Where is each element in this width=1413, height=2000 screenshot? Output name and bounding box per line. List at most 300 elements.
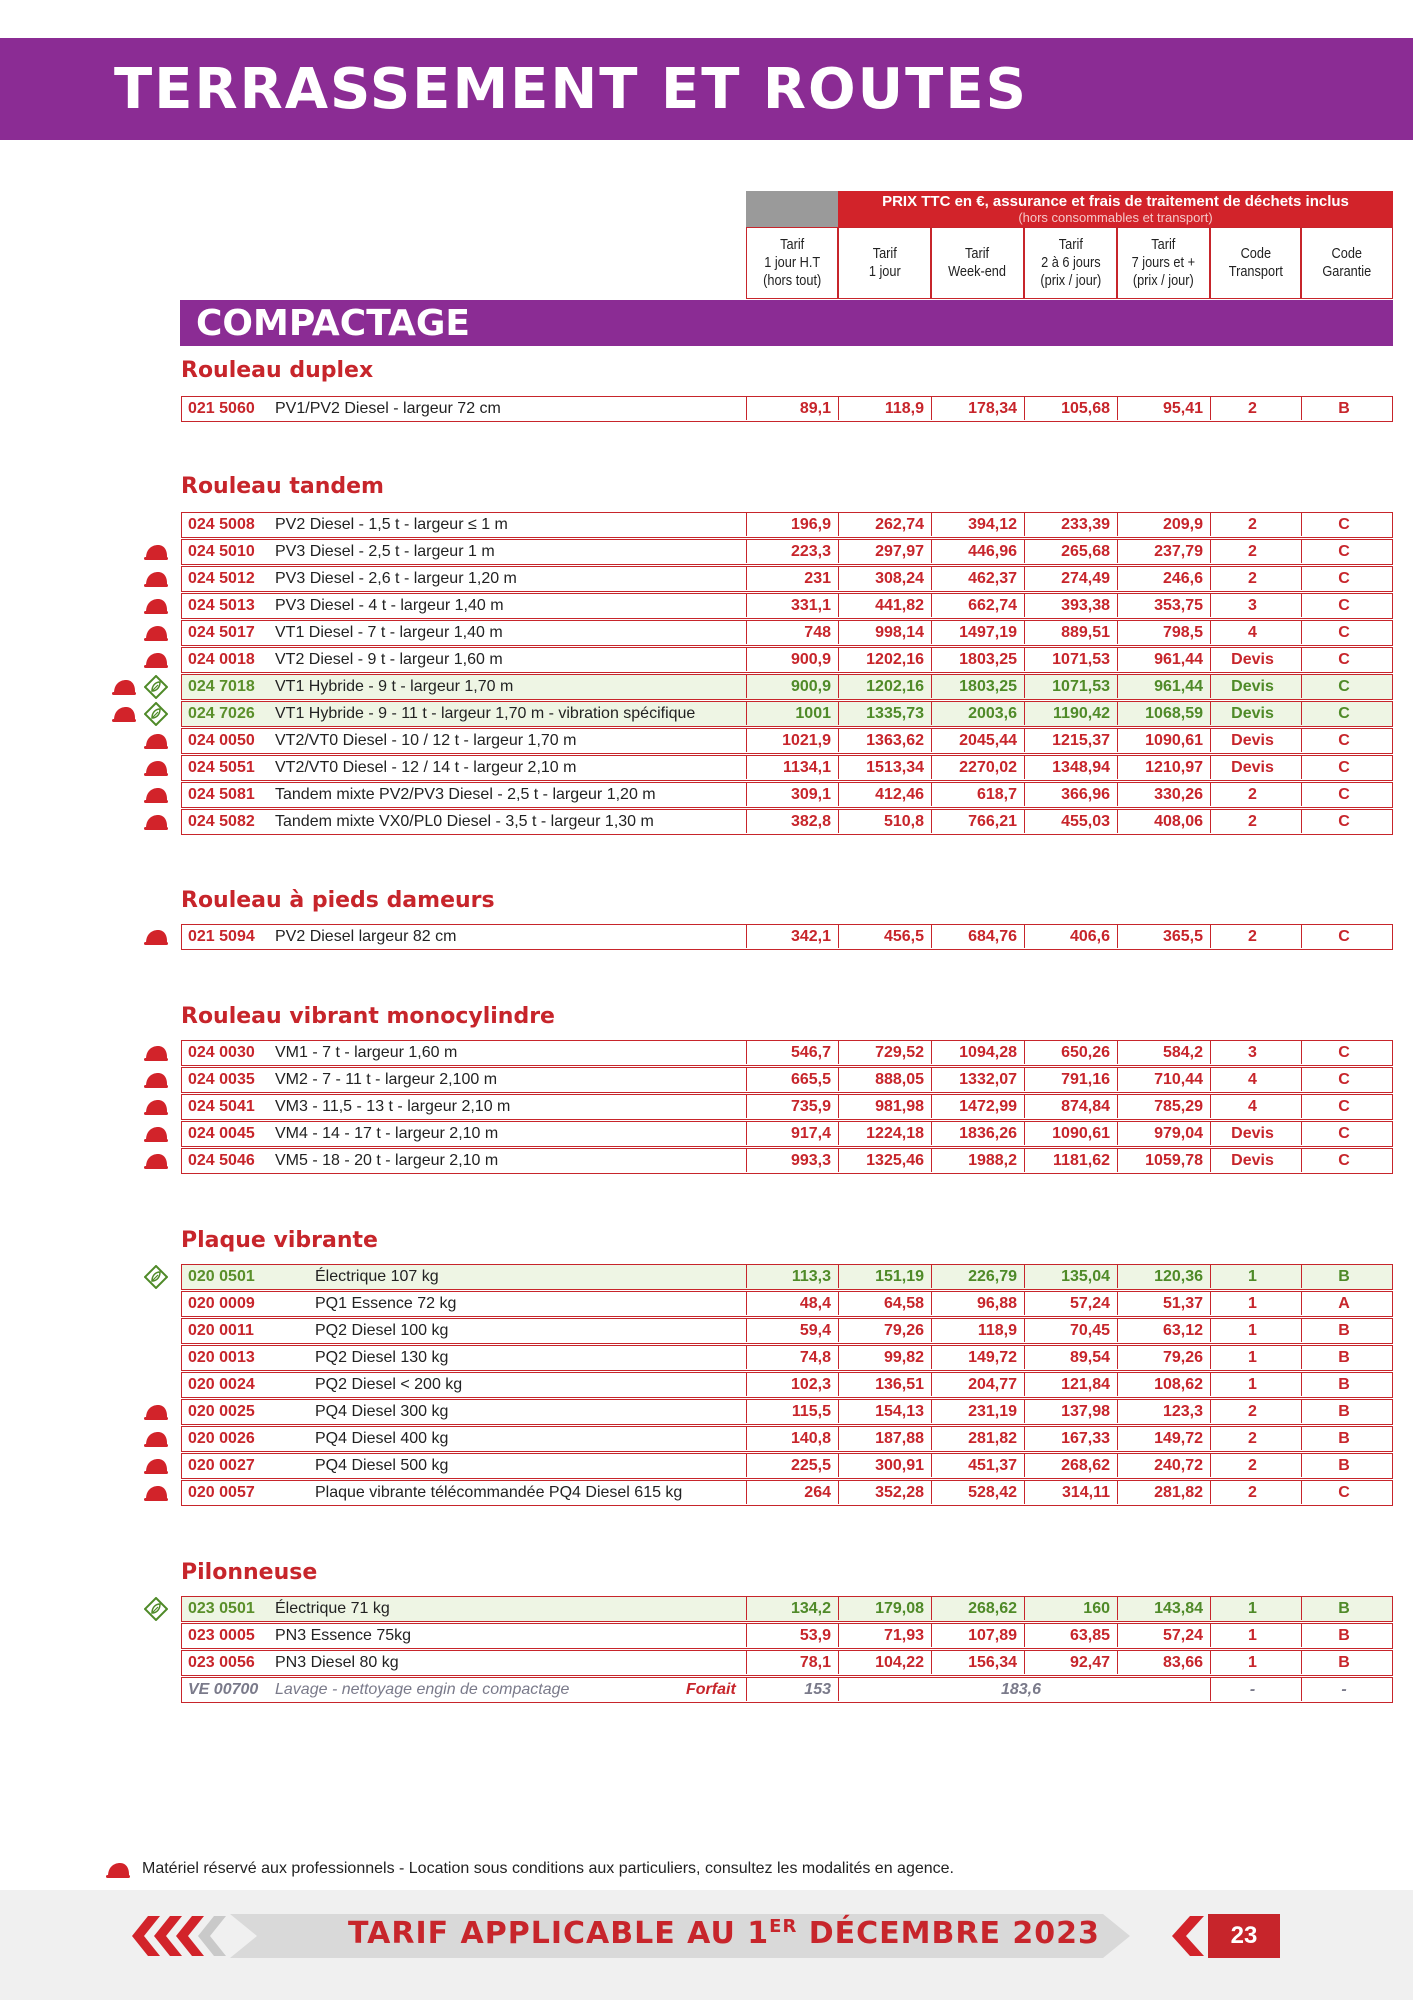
cell-j1: 118,9 [884,400,924,417]
table-row[interactable] [181,701,1393,727]
cell-ga: C [1338,516,1350,533]
item-description: VM2 - 7 - 11 t - largeur 2,100 m [275,1071,498,1088]
helmet-icon [144,1045,168,1062]
cell-j26: 889,51 [1061,624,1110,641]
cell-ht: 59,4 [799,1322,831,1339]
service-description: Lavage - nettoyage engin de compactage [275,1681,570,1698]
item-code: 023 0005 [188,1627,255,1644]
table-row[interactable] [181,1399,1393,1425]
helmet-icon [144,544,168,561]
cell-ht: 264 [804,1484,831,1501]
item-description: PQ2 Diesel 100 kg [315,1322,449,1339]
table-row[interactable] [181,755,1393,781]
cell-tr: Devis [1231,1125,1274,1142]
cell-ht: 134,2 [790,1600,831,1617]
cell-ga: C [1338,786,1350,803]
cell-ht: 900,9 [790,678,831,695]
table-row[interactable] [181,1372,1393,1398]
cell-j1: 308,24 [875,570,924,587]
item-description: Électrique 107 kg [315,1268,439,1285]
helmet-icon [144,598,168,615]
cell-ht: 113,3 [791,1268,831,1285]
table-row[interactable] [181,1650,1393,1676]
cell-j1: 297,97 [875,543,924,560]
cell-j1: 510,8 [883,813,924,830]
helmet-icon [144,1126,168,1143]
item-code: 024 0045 [188,1125,255,1142]
cell-j26: 92,47 [1069,1654,1110,1671]
cell-we: 462,37 [968,570,1017,587]
item-code: 024 7026 [188,705,255,722]
cell-tr: 2 [1248,813,1257,830]
table-row[interactable] [181,539,1393,565]
cell-ga: B [1338,1268,1350,1285]
cell-j7: 95,41 [1162,400,1203,417]
table-row[interactable] [181,396,1393,422]
item-description: VM5 - 18 - 20 t - largeur 2,10 m [275,1152,499,1169]
table-row[interactable] [181,674,1393,700]
item-description: PQ4 Diesel 500 kg [315,1457,449,1474]
table-row[interactable] [181,782,1393,808]
cell-j26: 274,49 [1061,570,1110,587]
service-cell-price: 183,6 [1000,1681,1042,1698]
item-description: Plaque vibrante télécommandée PQ4 Diesel 615 kg [315,1484,683,1501]
table-row[interactable] [181,924,1393,950]
cell-j7: 57,24 [1162,1627,1203,1644]
cell-tr: Devis [1231,651,1274,668]
cell-j1: 1513,34 [866,759,924,776]
cell-j7: 710,44 [1154,1071,1203,1088]
cell-tr: 1 [1248,1600,1257,1617]
cell-j7: 63,12 [1162,1322,1203,1339]
cell-ga: B [1338,1430,1350,1447]
table-row[interactable] [181,1318,1393,1344]
cell-tr: 1 [1248,1295,1257,1312]
cell-j1: 79,26 [883,1322,924,1339]
cell-ga: B [1338,1457,1350,1474]
cell-ht: 89,1 [799,400,831,417]
cell-j26: 406,6 [1069,928,1110,945]
cell-j1: 136,51 [875,1376,924,1393]
cell-we: 662,74 [968,597,1017,614]
group-title: Rouleau vibrant monocylindre [181,1004,555,1029]
cell-ga: C [1338,570,1350,587]
item-code: 020 0025 [188,1403,255,1420]
table-row[interactable] [181,728,1393,754]
cell-we: 1472,99 [959,1098,1017,1115]
cell-j26: 1071,53 [1052,651,1110,668]
cell-ga: C [1338,1098,1350,1115]
cell-j7: 281,82 [1154,1484,1203,1501]
cell-we: 1094,28 [959,1044,1017,1061]
item-description: VT2 Diesel - 9 t - largeur 1,60 m [275,651,503,668]
cell-j7: 246,6 [1162,570,1203,587]
item-description: VT1 Hybride - 9 t - largeur 1,70 m [275,678,514,695]
cell-j26: 105,68 [1061,400,1110,417]
chevrons-left-icon [128,1914,238,1958]
cell-j7: 785,29 [1154,1098,1203,1115]
cell-tr: 2 [1248,400,1257,417]
item-code: 024 0018 [188,651,255,668]
eco-leaf-icon [144,1265,168,1289]
cell-we: 1497,19 [959,624,1017,641]
cell-ga: B [1338,1600,1350,1617]
cell-j1: 151,19 [875,1268,924,1285]
cell-j7: 143,84 [1154,1600,1203,1617]
table-row[interactable] [181,566,1393,592]
cell-tr: 4 [1248,1098,1257,1115]
table-row[interactable] [181,809,1393,835]
item-description: VM1 - 7 t - largeur 1,60 m [275,1044,458,1061]
table-row[interactable] [181,1596,1393,1622]
cell-tr: 2 [1248,1430,1257,1447]
cell-we: 1332,07 [959,1071,1017,1088]
cell-j26: 160 [1083,1600,1110,1617]
item-code: 020 0026 [188,1430,255,1447]
cell-tr: 2 [1248,928,1257,945]
cell-j7: 108,62 [1154,1376,1203,1393]
cell-j7: 1090,61 [1145,732,1203,749]
table-row[interactable] [181,620,1393,646]
service-cell-tr: - [1249,1681,1256,1698]
item-description: PQ2 Diesel < 200 kg [315,1376,463,1393]
helmet-icon [144,1153,168,1170]
helmet-icon [144,1099,168,1116]
cell-ht: 223,3 [790,543,831,560]
item-code: 024 5051 [188,759,255,776]
item-description: VT1 Diesel - 7 t - largeur 1,40 m [275,624,503,641]
table-row[interactable] [181,512,1393,538]
cell-j1: 1363,62 [866,732,924,749]
cell-j1: 300,91 [875,1457,924,1474]
cell-j7: 1059,78 [1145,1152,1203,1169]
table-row[interactable] [181,1148,1393,1174]
group-title: Pilonneuse [181,1560,318,1585]
cell-j1: 179,08 [875,1600,924,1617]
cell-ga: C [1338,928,1350,945]
item-code: 020 0013 [188,1349,255,1366]
cell-j1: 981,98 [875,1098,924,1115]
helmet-icon [112,706,136,723]
helmet-icon [144,1431,168,1448]
cell-j1: 888,05 [875,1071,924,1088]
cell-j26: 650,26 [1061,1044,1110,1061]
cell-we: 118,9 [977,1322,1017,1339]
cell-j26: 89,54 [1069,1349,1110,1366]
cell-j26: 121,84 [1061,1376,1110,1393]
item-code: 024 0030 [188,1044,255,1061]
cell-tr: Devis [1231,759,1274,776]
cell-j7: 961,44 [1154,678,1203,695]
item-code: 024 5081 [188,786,255,803]
table-row[interactable] [181,1345,1393,1371]
table-row[interactable] [181,1067,1393,1093]
table-row[interactable] [181,647,1393,673]
item-description: PN3 Diesel 80 kg [275,1654,399,1671]
table-row[interactable] [181,1453,1393,1479]
item-description: Tandem mixte PV2/PV3 Diesel - 2,5 t - largeur 1,20 m [275,786,656,803]
cell-j1: 998,14 [875,624,924,641]
cell-j1: 99,82 [883,1349,924,1366]
helmet-icon [144,929,168,946]
table-row[interactable] [181,593,1393,619]
cell-ht: 196,9 [790,516,831,533]
table-row[interactable] [181,1264,1393,1290]
cell-ht: 917,4 [790,1125,831,1142]
cell-ga: C [1338,1484,1350,1501]
cell-ht: 748 [804,624,831,641]
cell-ht: 48,4 [799,1295,831,1312]
cell-j26: 1190,42 [1053,705,1110,722]
cell-ga: C [1338,651,1350,668]
cell-j7: 1210,97 [1145,759,1203,776]
cell-j1: 104,22 [875,1654,924,1671]
price-header [838,191,1393,227]
cell-ga: B [1338,1654,1350,1671]
cell-j26: 1090,61 [1052,1125,1110,1142]
table-row[interactable] [181,1291,1393,1317]
table-row[interactable] [181,1623,1393,1649]
cell-j7: 365,5 [1162,928,1203,945]
item-code: 024 5010 [188,543,255,560]
cell-j26: 57,24 [1069,1295,1110,1312]
item-description: PV1/PV2 Diesel - largeur 72 cm [275,400,501,417]
cell-we: 1803,25 [959,651,1017,668]
cell-ht: 382,8 [790,813,831,830]
cell-tr: 2 [1248,1484,1257,1501]
item-code: 024 5012 [188,570,255,587]
item-description: PN3 Essence 75kg [275,1627,412,1644]
table-row[interactable] [181,1426,1393,1452]
cell-ht: 102,3 [790,1376,831,1393]
service-cell-ga: - [1341,1681,1347,1698]
cell-ht: 1134,1 [782,759,831,776]
item-code: 020 0027 [188,1457,255,1474]
table-row[interactable] [181,1480,1393,1506]
cell-j26: 70,45 [1069,1322,1110,1339]
item-description: PQ2 Diesel 130 kg [315,1349,449,1366]
column-header-6: Code Transport [1210,227,1301,299]
table-row[interactable] [181,1094,1393,1120]
cell-j26: 167,33 [1061,1430,1110,1447]
cell-we: 268,62 [968,1600,1017,1617]
cell-tr: 1 [1248,1268,1257,1285]
item-code: 020 0011 [188,1322,254,1339]
cell-j7: 584,2 [1162,1044,1203,1061]
item-description: VM4 - 14 - 17 t - largeur 2,10 m [275,1125,499,1142]
price-header-subtitle: (hors consommables et transport) [1018,210,1213,225]
helmet-icon [144,652,168,669]
item-description: PV3 Diesel - 4 t - largeur 1,40 m [275,597,504,614]
cell-we: 107,89 [968,1627,1017,1644]
group-title: Rouleau tandem [181,474,384,499]
cell-j7: 237,79 [1154,543,1203,560]
cell-j7: 408,06 [1154,813,1203,830]
cell-we: 1988,2 [968,1152,1017,1169]
cell-ht: 74,8 [799,1349,831,1366]
item-description: VT2/VT0 Diesel - 10 / 12 t - largeur 1,70 m [275,732,577,749]
cell-we: 2045,44 [959,732,1017,749]
cell-j26: 314,11 [1061,1484,1110,1501]
cell-j7: 149,72 [1154,1430,1203,1447]
service-cell-ht: 153 [804,1681,831,1698]
cell-j26: 1215,37 [1052,732,1110,749]
eco-leaf-icon [144,675,168,699]
column-header-3: Tarif Week-end [931,227,1024,299]
column-header-5: Tarif 7 jours et + (prix / jour) [1117,227,1210,299]
cell-ga: C [1338,1071,1350,1088]
cell-we: 178,34 [968,400,1017,417]
cell-j1: 71,93 [883,1627,924,1644]
cell-tr: 1 [1248,1627,1257,1644]
cell-j1: 352,28 [875,1484,924,1501]
cell-tr: Devis [1231,732,1274,749]
price-header-title: PRIX TTC en €, assurance et frais de traitement de déchets inclus [882,193,1349,210]
cell-j7: 51,37 [1162,1295,1203,1312]
cell-j26: 63,85 [1069,1627,1110,1644]
cell-ga: C [1338,1044,1350,1061]
item-code: 024 5046 [188,1152,255,1169]
cell-we: 156,34 [968,1654,1017,1671]
item-description: Tandem mixte VX0/PL0 Diesel - 3,5 t - largeur 1,30 m [275,813,654,830]
cell-ht: 1001 [795,705,831,722]
cell-ga: B [1338,1376,1350,1393]
cell-ht: 331,1 [790,597,831,614]
cell-ga: B [1338,400,1350,417]
cell-we: 2003,6 [968,705,1017,722]
cell-ga: C [1338,813,1350,830]
cell-j1: 154,13 [875,1403,924,1420]
group-title: Plaque vibrante [181,1228,378,1253]
cell-ga: C [1338,732,1350,749]
item-code: 024 0035 [188,1071,255,1088]
chevron-left-icon [1166,1914,1208,1958]
cell-ht: 342,1 [790,928,831,945]
cell-j7: 209,9 [1162,516,1203,533]
cell-j26: 268,62 [1061,1457,1110,1474]
superscript-er: ER [769,1916,798,1937]
cell-tr: 2 [1248,570,1257,587]
service-row[interactable] [181,1677,1393,1703]
cell-tr: 3 [1248,597,1257,614]
cell-tr: 2 [1248,786,1257,803]
item-description: PQ4 Diesel 400 kg [315,1430,449,1447]
helmet-icon [106,1862,130,1879]
cell-ht: 78,1 [799,1654,831,1671]
cell-tr: 1 [1248,1376,1257,1393]
item-code: 023 0501 [188,1600,255,1617]
cell-ga: A [1338,1295,1350,1312]
cell-tr: 2 [1248,516,1257,533]
cell-j1: 1202,16 [866,678,924,695]
cell-j26: 137,98 [1061,1403,1110,1420]
cell-ht: 140,8 [790,1430,831,1447]
cell-j26: 1181,62 [1053,1152,1110,1169]
cell-tr: 1 [1248,1654,1257,1671]
footer-chevrons [128,1914,238,1958]
item-code: 020 0057 [188,1484,255,1501]
cell-we: 1803,25 [959,678,1017,695]
cell-j7: 979,04 [1154,1125,1203,1142]
cell-ga: B [1338,1349,1350,1366]
helmet-icon [144,1072,168,1089]
page-number: 23 [1208,1914,1280,1958]
item-description: PV2 Diesel - 1,5 t - largeur ≤ 1 m [275,516,508,533]
cell-j26: 1071,53 [1052,678,1110,695]
cell-j7: 961,44 [1154,651,1203,668]
column-header-4: Tarif 2 à 6 jours (prix / jour) [1024,227,1117,299]
cell-tr: 2 [1248,1457,1257,1474]
cell-we: 394,12 [968,516,1017,533]
cell-ht: 1021,9 [782,732,831,749]
cell-we: 528,42 [968,1484,1017,1501]
item-code: 024 5082 [188,813,255,830]
item-code: 024 5041 [188,1098,255,1115]
cell-we: 96,88 [976,1295,1017,1312]
cell-we: 618,7 [976,786,1017,803]
footer-note: Matériel réservé aux professionnels - Location sous conditions aux particuliers, consultez les modalités en agence. [142,1860,954,1877]
cell-we: 281,82 [968,1430,1017,1447]
cell-j1: 1224,18 [866,1125,924,1142]
helmet-icon [144,1485,168,1502]
item-description: VT2/VT0 Diesel - 12 / 14 t - largeur 2,10 m [275,759,577,776]
item-code: 024 5017 [188,624,255,641]
cell-ga: C [1338,705,1350,722]
forfait-label: Forfait [686,1681,736,1698]
cell-we: 766,21 [968,813,1017,830]
cell-j26: 265,68 [1061,543,1110,560]
cell-we: 204,77 [968,1376,1017,1393]
table-row[interactable] [181,1121,1393,1147]
item-description: Électrique 71 kg [275,1600,390,1617]
helmet-icon [144,625,168,642]
cell-j7: 798,5 [1162,624,1203,641]
eco-leaf-icon [144,702,168,726]
cell-ga: B [1338,1322,1350,1339]
cell-j7: 353,75 [1154,597,1203,614]
cell-tr: Devis [1231,1152,1274,1169]
cell-ga: C [1338,678,1350,695]
cell-ht: 231 [804,570,831,587]
cell-we: 446,96 [968,543,1017,560]
cell-we: 1836,26 [959,1125,1017,1142]
cell-j1: 64,58 [883,1295,924,1312]
helmet-icon [144,760,168,777]
column-header-1: Tarif 1 jour H.T (hors tout) [746,227,838,299]
helmet-icon [112,679,136,696]
cell-we: 149,72 [968,1349,1017,1366]
item-code: 023 0056 [188,1654,255,1671]
service-code: VE 00700 [188,1681,259,1698]
cell-ga: C [1338,1125,1350,1142]
helmet-icon [144,733,168,750]
column-header-7: Code Garantie [1301,227,1393,299]
item-description: PV3 Diesel - 2,6 t - largeur 1,20 m [275,570,517,587]
cell-ga: B [1338,1403,1350,1420]
eco-leaf-icon [144,1597,168,1621]
item-code: 024 5008 [188,516,255,533]
item-code: 024 0050 [188,732,255,749]
item-code: 021 5094 [188,928,255,945]
cell-ga: C [1338,597,1350,614]
cell-j7: 123,3 [1162,1403,1203,1420]
item-code: 020 0024 [188,1376,255,1393]
cell-j1: 1325,46 [866,1152,924,1169]
column-header-2: Tarif 1 jour [838,227,931,299]
table-row[interactable] [181,1040,1393,1066]
header-grey-block [746,191,838,227]
item-description: PV2 Diesel largeur 82 cm [275,928,457,945]
